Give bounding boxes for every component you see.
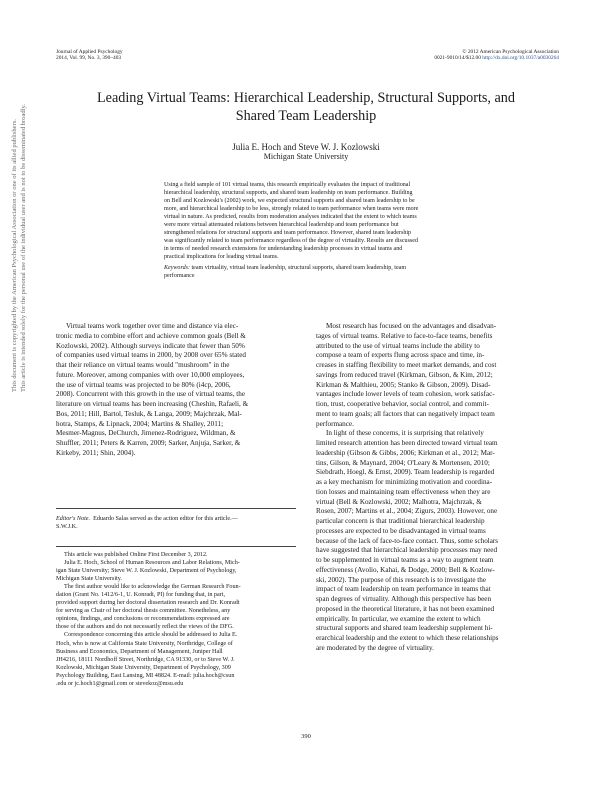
body-line: performance. [316,419,354,428]
body-line: literature on virtual teams has been increasing (Cheshin, Rafaeli, & [56,400,249,408]
body-line: leadership (Gibson & Gibbs, 2006; Kirkman et al., 2012; Mar- [316,448,495,457]
body-line: compose a team of experts flung across space and time, in- [316,351,485,360]
copyright-header [434,49,559,62]
body-line: to be supplemented in virtual teams as a way to augment team [316,556,494,564]
footnote-line: Michigan State University. [56,576,122,583]
editor-note-text-cont: S.W.J.K. [56,524,78,530]
body-line: Siebdrath, Hoegl, & Ernst, 2009). Team leadership is regarded [316,468,495,477]
body-line: attributed to the use of virtual teams include the ability to [316,341,480,350]
keywords-label: Keywords: [164,265,190,271]
body-line: have suggested that hierarchical leadership processes may need [316,546,498,555]
footnote-line: igan State University; Steve W. J. Kozlowski, Department of Psychology, [56,568,237,575]
keywords-text: team virtuality, virtual team leadership, structural supports, shared team leadership, team [191,265,407,271]
copyright-sidebar [10,104,28,392]
journal-name: Journal of Applied Psychology [56,49,123,55]
authors: Julia E. Hoch and Steve W. J. Kozlowski [232,142,380,152]
abstract-line: practical implications for leading virtual teams. [164,254,279,261]
footnote-line: Correspondence concerning this article should be addressed to Julia E. [64,632,238,639]
body-line: virtual (Bell & Kozlowski, 2002; Malhotra, Majchrzak, & [316,497,482,506]
body-line: structural supports and shared team leadership supplement hi- [316,624,493,633]
body-line: tronic media to combine effort and achieve common goals (Bell & [56,331,246,340]
sidebar-line-2: This article is intended solely for the personal use of the individual user and is not to be disseminated broadly. [20,104,27,392]
editor-note [56,515,296,531]
body-line: are moderated by the degree of virtuality. [316,643,434,652]
body-line: Most research has focused on the advantages and disadvan- [326,322,497,330]
body-line: creases in staffing flexibility to meet market demands, and cost [316,361,497,369]
body-line: that their reliance on virtual teams would "mushroom" in the [56,361,230,369]
body-line: hotra, Stamps, & Lipnack, 2004; Martins & Shalley, 2011; [56,419,224,428]
footnote-line: those of the authors and do not necessarily reflect the views of the DFG. [56,624,234,631]
body-line: tion losses and maintaining team effectiveness when they are [316,487,491,496]
footnote-line: Business and Economics, Department of Management, Juniper Hall [56,648,223,655]
footnote-line: opinions, findings, and conclusions or recommendations expressed are [56,616,230,623]
right-column [316,322,556,654]
abstract-line: in terms of needed research extensions for understanding leadership processes in virtual teams and [164,246,403,253]
abstract-line: virtual in nature. As predicted, results from moderation analyses indicated that the extent to which teams [164,214,417,221]
body-line: 2008). Concurrent with this growth in the use of virtual teams, the [56,390,245,399]
keywords-text-cont: performance [164,273,195,280]
body-line: effectiveness (Avolio, Kahai, & Dodge, 2000; Bell & Kozlow- [316,565,495,574]
body-line: tages of virtual teams. Relative to face-to-face teams, benefits [316,331,493,340]
left-column [56,322,296,459]
footnote-line: Kozlowski, Michigan State University, Department of Psychology, 309 [56,664,231,671]
issn-doi [434,55,559,61]
body-line: tion, trust, cooperative behavior, social control, and commit- [316,400,489,408]
abstract-line: on Bell and Kozlowski's (2002) work, we expected structural supports and shared team leadership to be [164,198,415,205]
journal-header [56,49,123,62]
body-line: ment to team goals; all factors that can negatively impact team [316,409,495,418]
body-line: span degrees of virtuality. Although this perspective has been [316,595,492,603]
footnote-line: dation (Grant No. 1412/6-1, U. Konradt, PI) for funding that, in part, [56,592,226,599]
abstract-line: was significantly related to team performance regardless of the degree of virtuality. Results are discussed [164,238,418,245]
footnote-line: Julia E. Hoch, School of Human Resources and Labor Relations, Mich- [64,560,240,567]
body-line: vantages include lower levels of team cohesion, work satisfac- [316,390,495,399]
body-line: erarchical leadership and the extent to which these relationships [316,634,499,642]
body-line: Kirkman & Malthieu, 2005; Stanko & Gibson, 2009). Disad- [316,380,491,389]
footnote-line: Psychology Building, East Lansing, MI 48824. E-mail: julia.hoch@csun [56,672,235,679]
article-title [40,90,572,125]
body-line: Kozlowski, 2002). Although surveys indicate that fewer than 50% [56,341,245,350]
body-line: tins, Gilson, & Maynard, 2004; O'Leary & Mortensen, 2010; [316,458,490,467]
body-line: proposed in the theoretical literature, it has not been examined [316,604,495,613]
body-line: the use of virtual teams was projected to be 80% (i4cp, 2006, [56,380,231,389]
body-line: because of the lack of face-to-face contact. Thus, some scholars [316,536,499,545]
body-line: Rosen, 2007; Martins et al., 2004; Zigurs, 2003). However, one [316,507,498,516]
abstract-line: strengthened relations for structural supports and team performance. However, shared team leadership [164,230,412,237]
affiliation: Michigan State University [263,152,349,161]
footnote-line: provided support during her doctoral dissertation research and Dr. Konradt [56,600,240,607]
keywords [164,264,464,280]
footnote-line: for serving as Chair of her doctoral thesis committee. Nonetheless, any [56,608,231,615]
body-line: savings from reduced travel (Kirkman, Gibson, & Kim, 2012; [316,370,493,379]
footnote-line: .edu or jc.hoch1@gmail.com or stevekoz@msu.edu [56,680,184,687]
body-line: impact of team leadership on team performance in teams that [316,585,491,594]
footnote-line: The first author would like to acknowledge the German Research Foun- [64,584,241,591]
abstract-line: Using a field sample of 101 virtual teams, this research empirically evaluates the impact of traditional [164,182,411,188]
abstract [164,181,464,261]
body-line: Bos, 2011; Hill, Bartol, Tesluk, & Langa, 2009; Majchrzak, Mal- [56,409,242,418]
sidebar-line-1: This document is copyrighted by the American Psychological Association or one of its allied publishers. [11,119,18,392]
footnote-divider [56,546,296,547]
body-line: In light of these concerns, it is surprising that relatively [326,429,484,438]
body-line: of companies used virtual teams in 2000, by 2008 over 65% stated [56,351,246,360]
abstract-line: were more virtual attenuated relations between hierarchical leadership and team performance but [164,222,399,229]
body-line: future. Moreover, among companies with over 10,000 employees, [56,370,245,379]
journal-issue: 2014, Vol. 99, No. 3, 390–403 [56,55,122,62]
footnote-line: Hoch, who is now at California State University, Northridge, College of [56,640,233,647]
doi-link[interactable]: http://dx.doi.org/10.1037/a0030264 [482,55,559,62]
editor-note-text: Eduardo Salas served as the action editor for this article.— [93,516,238,522]
author-footnotes [56,551,296,688]
issn: 0021-9010/14/$12.00 [434,55,481,62]
body-line: Shuffler, 2011; Peters & Karren, 2009; Sarker, Anjuja, Sarker, & [56,439,241,447]
abstract-line: hierarchical leadership, structural supports, and shared team leadership on team performance. Building [164,190,413,197]
copyright-notice: © 2012 American Psychological Association [462,49,559,55]
abstract-line: more, and hierarchical leadership to be less, strongly related to team performance when teams were more [164,206,419,213]
body-line: processes are expected to be disadvantaged in virtual teams [316,526,486,535]
footnote-line: JH4216, 18111 Nordhoff Street, Northridge, CA 91330, or to Steve W. J. [56,656,235,663]
title-line-2: Shared Team Leadership [235,107,377,124]
body-line: Kirkeby, 2011; Shin, 2004). [56,448,136,457]
body-line: Mesmer-Magnus, DeChurch, Jimenez-Rodriguez, Wildman, & [56,429,236,438]
editor-note-label: Editor's Note. [56,516,91,522]
body-line: empirically. In particular, we examine the extent to which [316,614,481,623]
footnote-line: This article was published Online First December 3, 2012. [64,552,208,558]
page-number: 390 [301,733,311,740]
body-line: limited research attention has been directed toward virtual team [316,439,498,447]
body-line: particular concern is that traditional hierarchical leadership [316,517,485,525]
editor-note-divider [56,508,296,509]
body-line: as a key mechanism for minimizing motivation and coordina- [316,478,493,486]
title-line-1: Leading Virtual Teams: Hierarchical Leadership, Structural Supports, and [96,90,515,106]
body-line: ski, 2002). The purpose of this research is to investigate the [316,575,487,584]
body-line: Virtual teams work together over time and distance via elec- [66,322,239,330]
